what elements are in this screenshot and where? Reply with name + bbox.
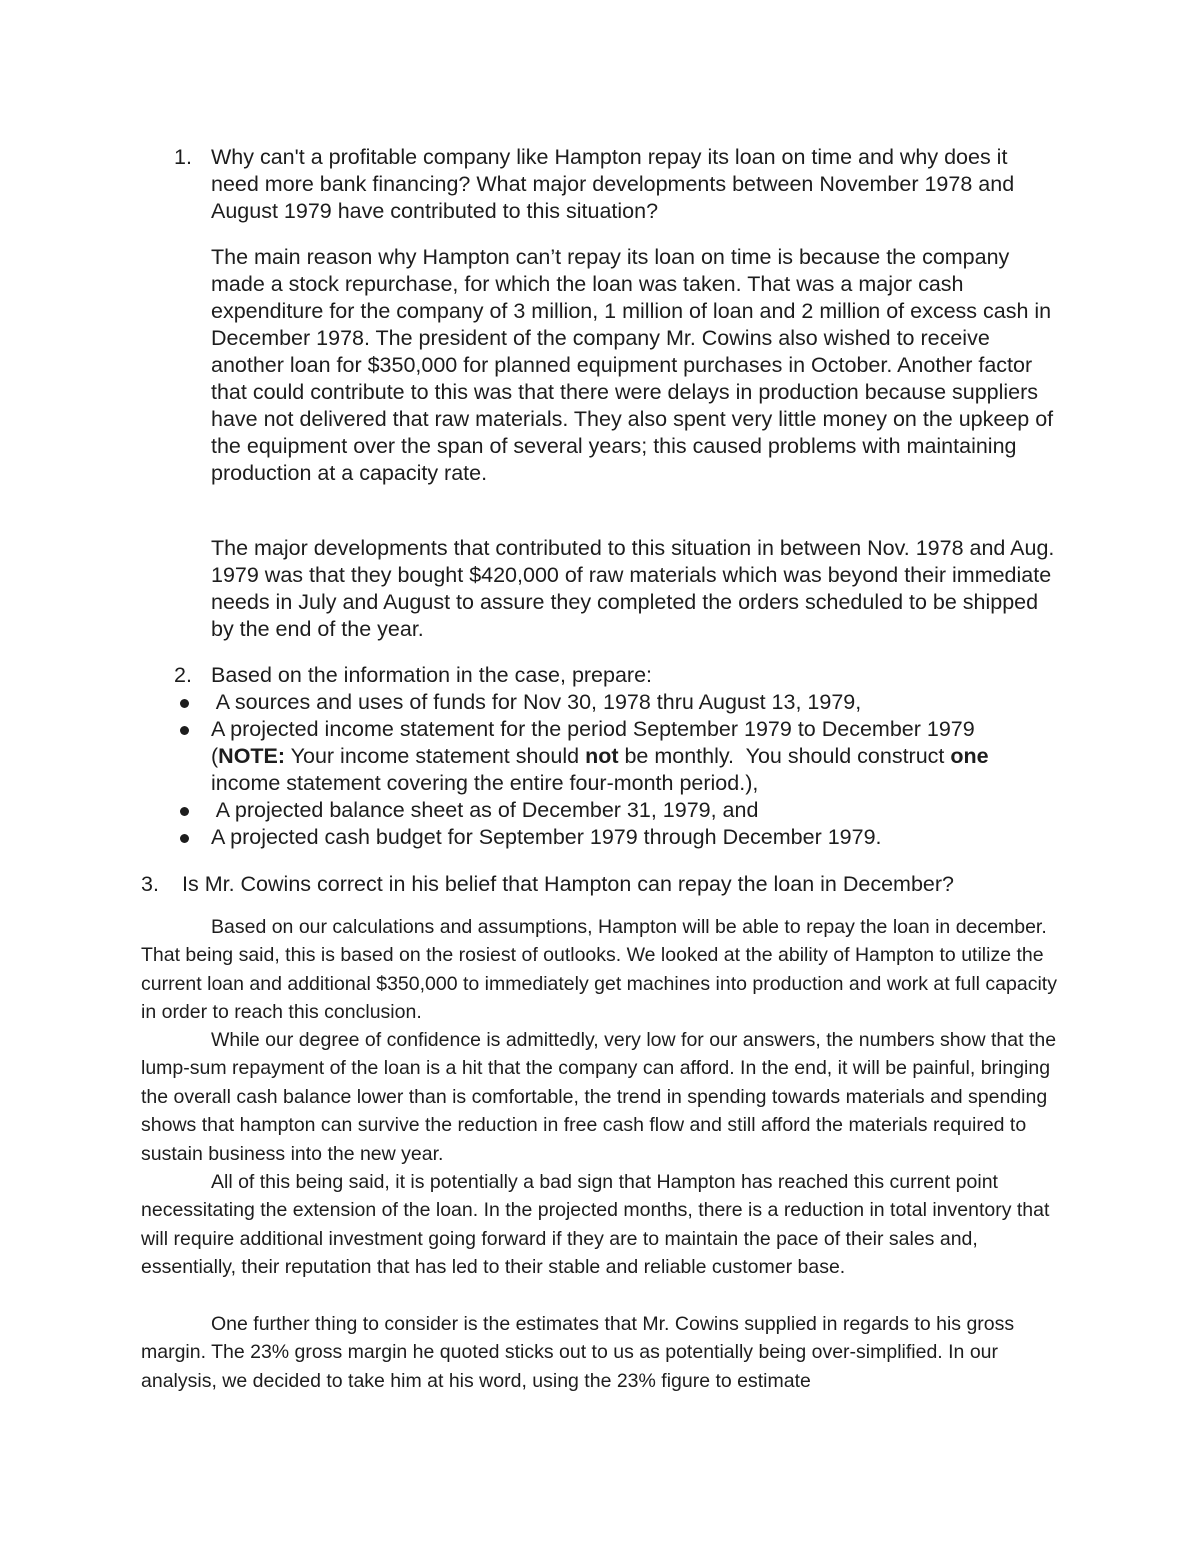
bullet-icon xyxy=(180,834,189,843)
answer-3-paragraph-3: All of this being said, it is potentially a bad sign that Hampton has reached this current point necessitating the extension of the loan. In the projected months, there is a reduction in total inventory that will require additional investment going forward if they are to maintain the pace of their sales and, essentially, their reputation that has led to their stable and reliable customer base. xyxy=(141,1171,1050,1279)
question-number: 2. xyxy=(174,663,192,687)
answer-3-paragraph-1: Based on our calculations and assumptions, Hampton will be able to repay the loan in december. That being said, this is based on the rosiest of outlooks. We looked at the ability of Hampton to utilize the current loan and additional $350,000 to immediately get machines into production and work at full capacity in order to reach this conclusion. xyxy=(141,916,1057,1024)
question-number: 1. xyxy=(174,145,192,169)
emphasis-text: one xyxy=(950,744,989,768)
answer-3-paragraph-2: While our degree of confidence is admittedly, very low for our answers, the numbers show that the lump-sum repayment of the loan is a hit that the company can afford. In the end, it will be painful, bringing the overall cash balance lower than is comfortable, the trend in spending towards materials and spending shows that hampton can survive the reduction in free cash flow and still afford the materials required to sustain business into the new year. xyxy=(141,1029,1057,1165)
emphasis-text: not xyxy=(585,744,619,768)
bullet-icon xyxy=(180,726,189,735)
text-segment: Your income statement should xyxy=(285,744,586,768)
list-item-text xyxy=(211,716,1054,797)
question-3 xyxy=(141,871,1081,898)
question-text: Why can't a profitable company like Hampton repay its loan on time and why does it need more bank financing? What major developments between November 1978 and August 1979 have contributed to this situation? xyxy=(211,145,1015,223)
question-number: 3. xyxy=(141,872,159,896)
list-item-text: A sources and uses of funds for Nov 30, 1978 thru August 13, 1979, xyxy=(211,690,862,714)
answer-3-paragraph-4: One further thing to consider is the estimates that Mr. Cowins supplied in regards to his gross margin. The 23% gross margin he quoted sticks out to us as potentially being over-simplified. In our analysis, we decided to take him at his word, using the 23% figure to estimate xyxy=(141,1313,1015,1392)
note-label: NOTE: xyxy=(218,744,286,768)
answer-1-paragraph-1: The main reason why Hampton can’t repay its loan on time is because the company made a stock repurchase, for which the loan was taken. That was a major cash expenditure for the company of 3 million, 1 million of loan and 2 million of excess cash in December 1978. The president of the company Mr. Cowins also wished to receive another loan for $350,000 for planned equipment purchases in October. Another factor that could contribute to this was that there were delays in production because suppliers have not delivered that raw materials. They also spent very little money on the upkeep of the equipment over the span of several years; this caused problems with maintaining production at a capacity rate. xyxy=(211,245,1054,485)
question-text: Is Mr. Cowins correct in his belief that Hampton can repay the loan in December? xyxy=(182,872,954,896)
question-2 xyxy=(174,662,1054,689)
text-segment: be monthly. You should construct xyxy=(618,744,951,768)
text-segment: income statement covering the entire four-month period.), xyxy=(211,744,995,795)
question-text: Based on the information in the case, prepare: xyxy=(211,663,653,687)
list-item xyxy=(174,689,1054,716)
bullet-icon xyxy=(180,699,189,708)
list-item-text: A projected balance sheet as of December 31, 1979, and xyxy=(211,798,759,822)
bullet-icon xyxy=(180,807,189,816)
list-item xyxy=(174,797,1054,824)
list-item xyxy=(174,716,1054,797)
list-item-text: A projected cash budget for September 1979 through December 1979. xyxy=(211,825,882,849)
text-segment: A projected income statement for the period September 1979 to December 1979 ( xyxy=(211,717,981,768)
answer-1-paragraph-2: The major developments that contributed to this situation in between Nov. 1978 and Aug. 1979 was that they bought $420,000 of raw materials which was beyond their immediate needs in July and August to assure they completed the orders scheduled to be shipped by the end of the year. xyxy=(211,536,1055,641)
list-item xyxy=(174,824,1054,851)
question-1 xyxy=(174,144,1054,225)
